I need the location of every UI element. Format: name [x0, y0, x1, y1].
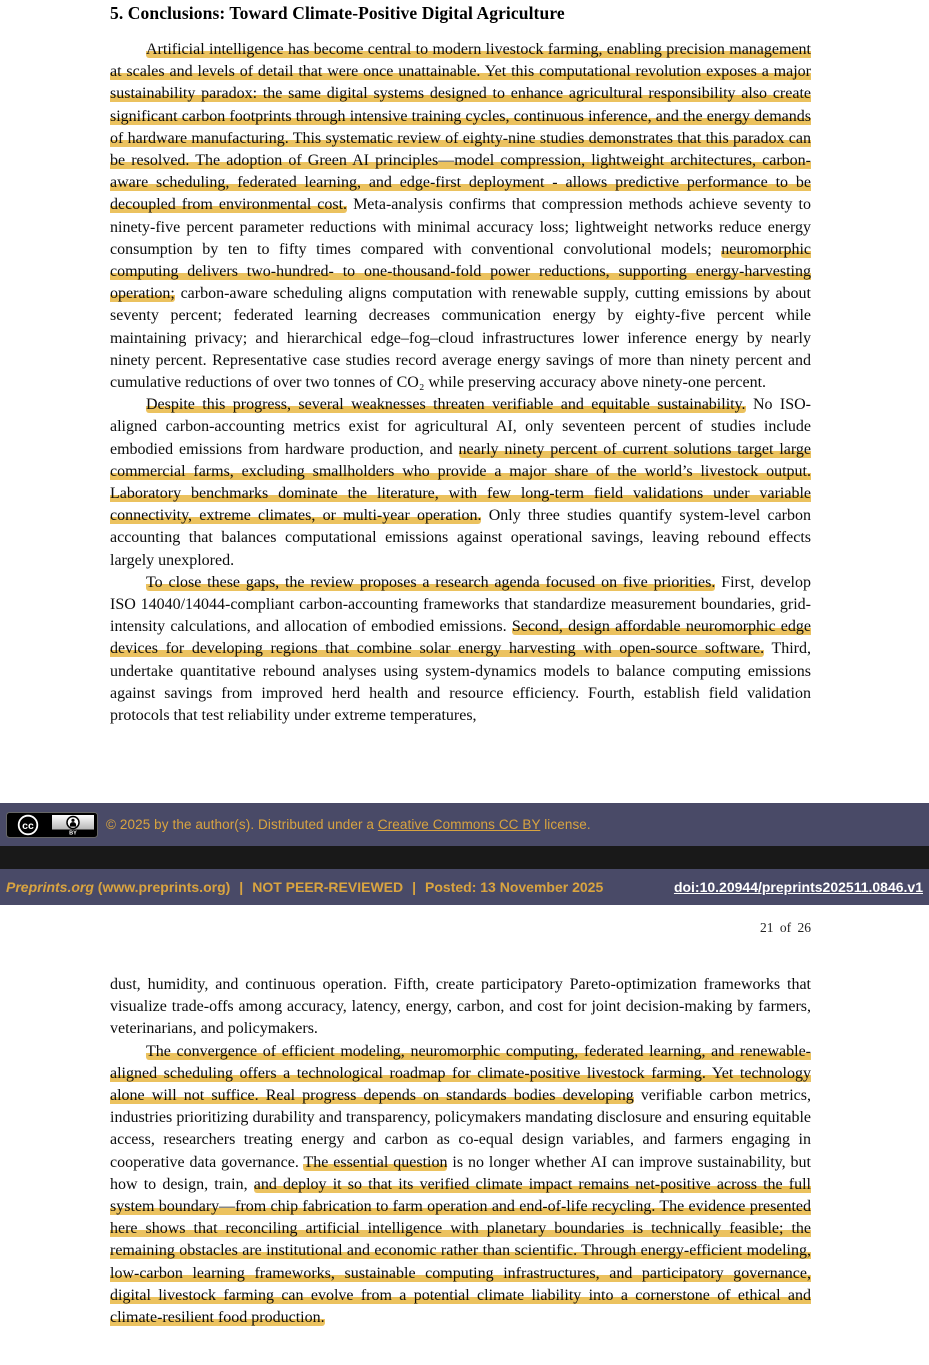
cc-license-link[interactable]: Creative Commons CC BY [377, 817, 541, 832]
cc-license-banner [0, 803, 929, 846]
highlighted-text: Second, design affordable neuromorphic edge devices for developing regions that combine solar energy harvesting with open-source software. [110, 618, 811, 658]
doi-link[interactable]: doi:10.20944/preprints202511.0846.v1 [673, 879, 923, 895]
cc-text-prefix: © 2025 by the author(s). Distributed under a [106, 817, 378, 832]
cc-license-text [106, 817, 591, 832]
body-text: dust, humidity, and continuous operation. Fifth, create participatory Pareto-optimization frameworks that visualize trade-offs among accuracy, latency, energy, carbon, and cost for joint decision-making by farmers, veterinarians, and policymakers. [110, 976, 811, 1038]
preprints-site-link[interactable] [6, 879, 230, 895]
highlighted-text: and deploy it so that its verified climate impact remains net-positive across the full system boundary—from chip fabrication to farm operation and end-of-life recycling. The evidence presented here shows that reconciling artificial intelligence with planetary boundaries is technically feasible; the remaining obstacles are institutional and economic rather than scientific. Through energy-efficient modeling, low-carbon learning frameworks, sustainable computing infrastructures, and participatory governance, digital livestock farming can evolve from a potential climate liability into a cornerstone of ethical and climate-resilient food production. [110, 1175, 812, 1327]
highlighted-text: The convergence of efficient modeling, neuromorphic computing, federated learning, and renewable-aligned scheduling offers a technological roadmap for climate-positive livestock farming. Yet technology alone will not suffice. Real progress depends on standards bodies developing [110, 1042, 811, 1105]
preprints-banner-left [6, 879, 603, 895]
cc-by-badge-icon[interactable] [6, 812, 98, 838]
cc-text-suffix: license. [540, 817, 591, 832]
separator-pipe: | [239, 879, 244, 895]
highlighted-text: The essential question [303, 1153, 448, 1171]
preprints-site-name: Preprints.org [6, 879, 94, 895]
peer-review-status: NOT PEER-REVIEWED [252, 879, 404, 895]
highlighted-text: To close these gaps, the review proposes a research agenda focused on five priorities. [146, 573, 716, 591]
page-divider-strip [0, 846, 929, 869]
highlighted-text: nearly ninety percent of current solutions target large commercial farms, excluding smallholders who provide a major share of the world’s livestock output. Laboratory benchmarks dominate the literature, with few long-term field validations under variable connectivity, extreme climates, or multi-year operation. [110, 440, 812, 525]
svg-text:cc: cc [22, 819, 34, 832]
page2-paragraphs [110, 974, 811, 1329]
highlighted-text: neuromorphic computing delivers two-hundred- to one-thousand-fold power reductions, supporting energy-harvesting operation; [110, 240, 811, 303]
body-text: First, develop ISO 14040/14044-compliant carbon-accounting frameworks that standardize measurement boundaries, grid-intensity calculations, and allocation of embodied emissions. [110, 573, 811, 636]
separator-pipe: | [412, 879, 417, 895]
paragraph [110, 974, 811, 1041]
page1-paragraphs [110, 39, 811, 727]
body-text: is no longer whether AI can improve sustainability, but how to design, train, [110, 1153, 812, 1193]
page2-text-block [110, 974, 811, 1329]
body-text: No ISO-aligned carbon-accounting metrics exist for agricultural AI, only seventeen percent of studies include embodied emissions from hardware production, and [110, 396, 811, 458]
highlighted-text: Despite this progress, several weaknesses threaten verifiable and equitable sustainability. [146, 396, 746, 414]
paragraph [110, 39, 811, 394]
body-text: Third, undertake quantitative rebound analyses using system-dynamics models to balance computing emissions against savings from improved herd health and resource efficiency. Fourth, establish field validation protocols that test reliability under extreme temperatures, [110, 640, 812, 725]
body-text: verifiable carbon metrics, industries prioritizing durability and transparency, policymakers mandating disclosure and ensuring equitable access, researchers treating energy and carbon as co-equal design variables, and farmers engaging in cooperative data governance. [110, 1087, 812, 1171]
posted-date: Posted: 13 November 2025 [425, 879, 604, 895]
svg-text:BY: BY [69, 829, 77, 836]
preprints-banner [0, 869, 929, 905]
body-text: carbon-aware scheduling aligns computation with renewable supply, cutting emissions by about seventy percent; federated learning decreases communication energy by eighty-five percent while maintaining privacy; and hierarchical edge–fog–cloud infrastructures lower inference energy by nearly ninety percent. Representative case studies record average energy savings of more than ninety percent and cumulative reductions of over two tonnes of CO₂ while preserving accuracy above ninety-one percent. [110, 285, 811, 392]
highlighted-text: Artificial intelligence has become central to modern livestock farming, enabling precision management at scales and levels of detail that were once unattainable. Yet this computational revolution exposes a major sustainability paradox: the same digital systems designed to enhance agricultural responsibility also create significant carbon footprints through intensive training cycles, continuous inference, and the energy demands of hardware manufacturing. This systematic review of eighty-nine studies demonstrates that this paradox can be resolved. The adoption of Green AI principles—model compression, lightweight architectures, carbon-aware scheduling, federated learning, and edge-first deployment - allows predictive performance to be decoupled from environmental cost. [110, 41, 811, 214]
section-heading: 5. Conclusions: Toward Climate-Positive Digital Agriculture [110, 3, 565, 23]
page1-text-block [110, 0, 811, 727]
body-text: Meta-analysis confirms that compression methods achieve seventy to ninety-five percent parameter reductions with minimal accuracy loss; lightweight networks reduce energy consumption by ten to fifty times compared with conventional convolutional models; [110, 196, 811, 258]
body-text: Only three studies quantify system-level carbon accounting that balances computational emissions against operational savings, leaving rebound effects largely unexplored. [110, 507, 811, 569]
paragraph [110, 394, 811, 572]
paragraph [110, 1041, 811, 1330]
preprints-site-url: (www.preprints.org) [93, 879, 231, 895]
page-number: 21 of 26 [760, 920, 811, 935]
paragraph [110, 572, 811, 727]
